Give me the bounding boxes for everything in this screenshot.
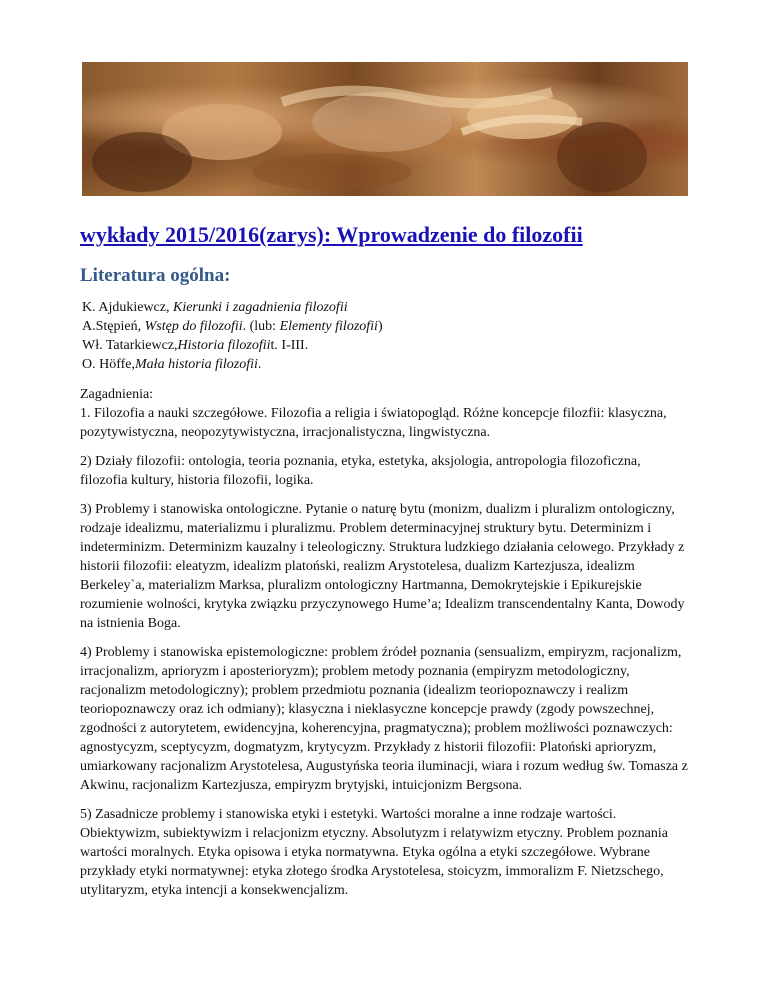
literature-work: Wstęp do filozofii (144, 319, 243, 334)
literature-work: Historia filozofii (177, 338, 271, 353)
literature-item (82, 298, 383, 317)
topic-2: 2) Działy filozofii: ontologia, teoria poznania, etyka, estetyka, aksjologia, antropologia filozoficzna, filozofia kultury, historia filozofii, logika. (80, 454, 641, 488)
literature-work: Kierunki i zagadnienia filozofii (172, 300, 348, 315)
topics-paragraph (80, 385, 690, 442)
topic-3: 3) Problemy i stanowiska ontologiczne. Pytanie o naturę bytu (monizm, dualizm i pluralizm ontologiczny, rodzaje idealizmu, materializmu i pluralizmu. Problem determinacyjnej struktury bytu. Determinizm i indeterminizm. Determinizm kauzalny i teleologiczny. Struktura ludzkiego działania celowego. Przykłady z historii filozofii: eleatyzm, idealizm platoński, realizm Arystotelesa, dualizm Kartezjusza, idealizm Berkeley`a, materializm Marksa, pluralizm ontologiczny Hartmanna, Demokrytejskie i Epikurejskie rozumienie wolności, krytyka związku przyczynowego Hume’a; Idealizm transcendentalny Kanta, Dowody na istnienia Boga. (80, 502, 685, 631)
literature-tail: . (257, 357, 262, 372)
literature-item (82, 355, 383, 374)
topic-4: 4) Problemy i stanowiska epistemologiczne: problem źródeł poznania (sensualizm, empiryzm, racjonalizm, irracjonalizm, aprioryzm i aposterioryzm); problem metody poznania (empiryzm metodologiczny, racjonalizm metodologiczny); problem przedmiotu poznania (idealizm teoriopoznawczy i realizm teoriopoznawczy oraz ich odmiany); klasyczna i nieklasyczne koncepcje prawdy (zgody powszechnej, zgodności z autorytetem, ewidencyjna, koherencyjna, pragmatyczna); problem możliwości poznawczych: agnostycyzm, sceptycyzm, dogmatyzm, krytycyzm. Przykłady z historii filozofii: Platoński aprioryzm, umiarkowany racjonalizm Arystotelesa, Augustyńska teoria iluminacji, wiara i rozum według św. Tomasza z Akwinu, racjonalizm Kartezjusza, empiryzm brytyjski, intuicjonizm Bergsona. (80, 645, 688, 793)
literature-author: A.Stępień, (82, 319, 145, 334)
literature-item (82, 336, 383, 355)
fresco-figures-icon (82, 62, 688, 196)
literature-author: K. Ajdukiewcz, (82, 300, 173, 315)
literature-author: O. Höffe, (82, 357, 136, 372)
topics-label: Zagadnienia: (80, 387, 154, 402)
literature-list (82, 298, 383, 374)
literature-item (82, 317, 383, 336)
topic-1: 1. Filozofia a nauki szczegółowe. Filozofia a religia i światopogląd. Różne koncepcje filozfii: klasyczna, pozytywistyczna, neopozytywistyczna, irracjonalistyczna, lingwistyczna. (80, 406, 667, 440)
literature-tail: t. I-III. (270, 338, 309, 353)
fresco-banner-image (82, 62, 688, 196)
literature-author: Wł. Tatarkiewcz, (82, 338, 178, 353)
topic-5: 5) Zasadnicze problemy i stanowiska etyki i estetyki. Wartości moralne a inne rodzaje wartości. Obiektywizm, subiektywizm i relacjonizm etyczny. Absolutyzm i relatywizm etyczny. Problem poznania wartości moralnych. Etyka opisowa i etyka normatywna. Etyka ogólna a etyki szczegółowe. Wybrane przykłady etyki normatywnej: etyka złotego środka Arystotelesa, stoicyzm, immoralizm F. Nietzschego, utylitaryzm, etyka intencji a konsekwencjalizm. (80, 807, 668, 898)
literature-tail: . (lub: (242, 319, 280, 334)
page-title[interactable]: wykłady 2015/2016(zarys): Wprowadzenie do filozofii (80, 222, 583, 247)
literature-work-alt: Elementy filozofii (279, 319, 378, 334)
literature-work: Mała historia filozofii (135, 357, 258, 372)
literature-heading: Literatura ogólna: (80, 265, 231, 286)
literature-tail-alt: ) (377, 319, 383, 334)
topics-section (80, 385, 690, 910)
